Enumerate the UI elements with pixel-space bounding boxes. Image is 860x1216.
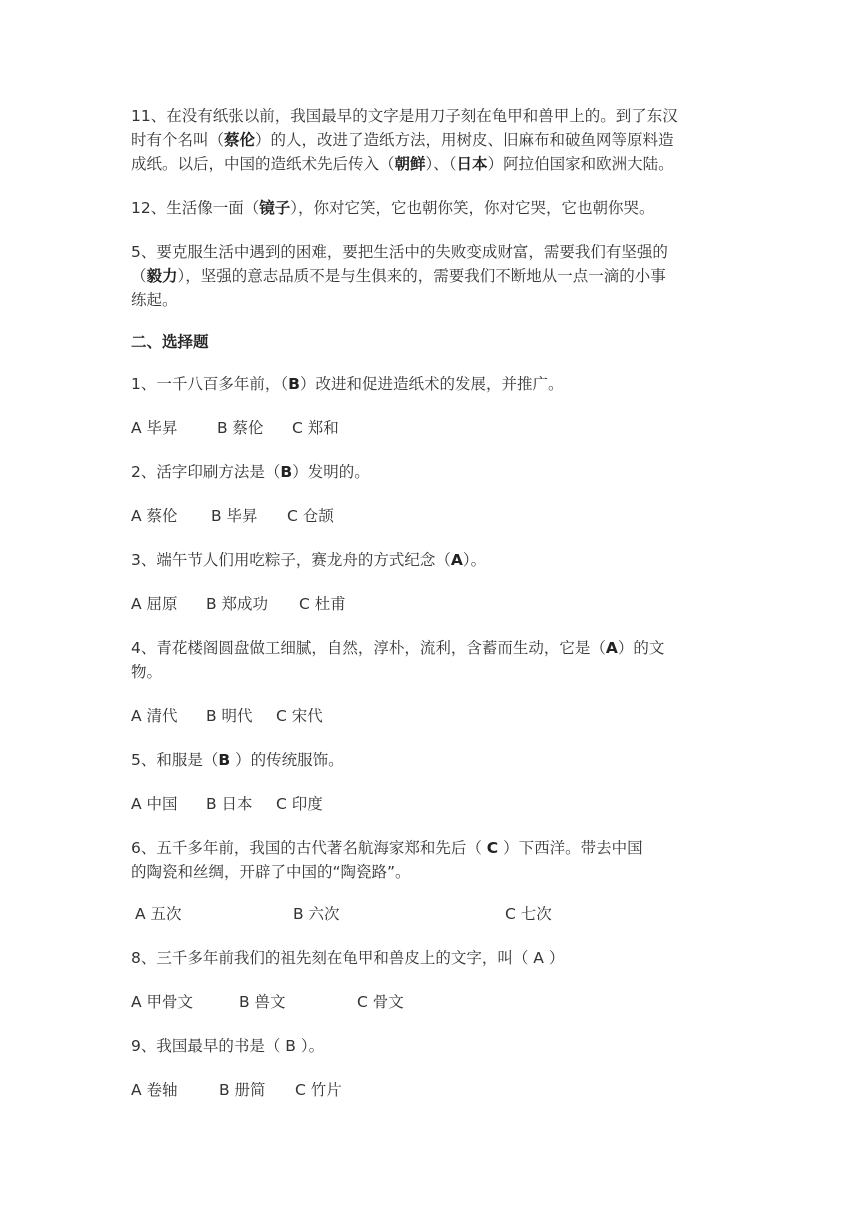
option-b: B 日本	[206, 795, 253, 813]
answer-text: 毅力	[146, 267, 178, 285]
question-4-options	[131, 704, 741, 728]
answer-text: 朝鲜	[394, 155, 426, 173]
option-a: A 蔡伦	[131, 507, 178, 525]
question-2-options	[131, 504, 741, 528]
option-b: B 明代	[206, 707, 253, 725]
option-a: A 卷轴	[131, 1081, 178, 1099]
option-b: B 蔡伦	[217, 419, 264, 437]
option-b: B 六次	[293, 905, 340, 923]
option-b: B 兽文	[239, 993, 286, 1011]
option-a: A 毕昇	[131, 419, 178, 437]
answer-text: 蔡伦	[224, 131, 256, 149]
option-c: C 仓颉	[287, 507, 334, 525]
option-b: B 册简	[219, 1081, 266, 1099]
option-c: C 七次	[505, 905, 552, 923]
question-3-options	[131, 592, 741, 616]
fill-blank-11-line-3: 成纸。以后，中国的造纸术先后传入（朝鲜）、（日本）阿拉伯国家和欧洲大陆。	[131, 155, 674, 173]
question-6-line-1: 6、五千多年前，我国的古代著名航海家郑和先后（ C ）下西洋。带去中国	[131, 839, 643, 857]
question-9: 9、我国最早的书是（ B ）。	[131, 1037, 325, 1055]
fill-blank-5-line-1: 5、要克服生活中遇到的困难，要把生活中的失败变成财富，需要我们有坚强的	[131, 243, 668, 261]
answer-text: B	[280, 463, 293, 481]
question-3: 3、端午节人们用吃粽子，赛龙舟的方式纪念（A）。	[131, 551, 487, 569]
option-c: C 杜甫	[299, 595, 346, 613]
answer-text: 日本	[456, 155, 488, 173]
question-1-options	[131, 416, 741, 440]
option-c: C 宋代	[276, 707, 323, 725]
question-4-line-2: 物。	[131, 663, 163, 681]
fill-blank-11-line-2: 时有个名叫（蔡伦）的人，改进了造纸方法，用树皮、旧麻布和破鱼网等原料造	[131, 131, 674, 149]
question-4-line-1: 4、青花楼阁圆盘做工细腻，自然，淳朴，流利，含蓄而生动，它是（A）的文	[131, 639, 665, 657]
option-a: A 屈原	[131, 595, 178, 613]
option-a: A 中国	[131, 795, 178, 813]
fill-blank-11-line-1: 11、在没有纸张以前，我国最早的文字是用刀子刻在龟甲和兽甲上的。到了东汉	[131, 107, 678, 125]
question-8: 8、三千多年前我们的祖先刻在龟甲和兽皮上的文字，叫（ A ）	[131, 949, 565, 967]
answer-text: C	[486, 839, 499, 857]
answer-text: B	[218, 751, 231, 769]
section-title: 二、选择题	[131, 333, 209, 351]
option-c: C 印度	[276, 795, 323, 813]
question-5: 5、和服是（B ）的传统服饰。	[131, 751, 344, 769]
answer-text: 镜子	[259, 199, 291, 217]
answer-text: B	[288, 375, 300, 393]
option-c: C 竹片	[295, 1081, 342, 1099]
option-b: B 郑成功	[206, 595, 269, 613]
question-2: 2、活字印刷方法是（B）发明的。	[131, 463, 370, 481]
question-6-options	[135, 902, 745, 926]
answer-text: A	[605, 639, 618, 657]
option-a: A 甲骨文	[131, 993, 194, 1011]
question-1: 1、一千八百多年前，（B）改进和促进造纸术的发展，并推广。	[131, 375, 564, 393]
fill-blank-5-line-2: （毅力），坚强的意志品质不是与生俱来的，需要我们不断地从一点一滴的小事	[131, 267, 666, 285]
option-c: C 骨文	[357, 993, 404, 1011]
fill-blank-5-line-3: 练起。	[131, 291, 178, 309]
fill-blank-12: 12、生活像一面（镜子），你对它笑，它也朝你笑，你对它哭，它也朝你哭。	[131, 199, 655, 217]
option-c: C 郑和	[292, 419, 339, 437]
question-9-options	[131, 1078, 741, 1102]
question-6-line-2: 的陶瓷和丝绸，开辟了中国的“陶瓷路”。	[131, 863, 411, 881]
option-b: B 毕昇	[211, 507, 258, 525]
question-8-options	[131, 990, 741, 1014]
option-a: A 清代	[131, 707, 178, 725]
option-a: A 五次	[135, 905, 182, 923]
answer-text: A	[450, 551, 463, 569]
question-5-options	[131, 792, 741, 816]
